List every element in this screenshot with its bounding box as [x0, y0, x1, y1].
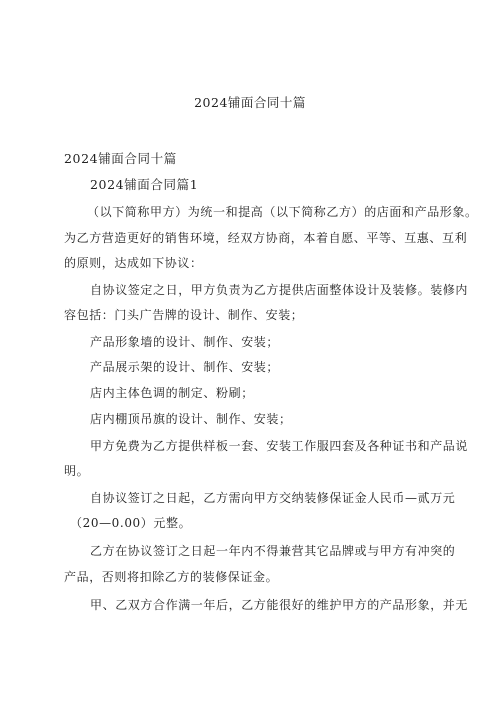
list-item: 产品形象墙的设计、制作、安装； [90, 335, 280, 349]
paragraph-line: 为乙方营造更好的销售环境，经双方协商，本着自愿、平等、互惠、互利 [64, 231, 468, 245]
paragraph-line: （以下简称甲方）为统一和提高（以下简称乙方）的店面和产品形象。 [87, 205, 478, 219]
list-item: 产品展示架的设计、制作、安装； [90, 360, 280, 374]
document-title: 2024铺面合同十篇 [194, 95, 306, 110]
paragraph-line: 甲方免费为乙方提供样板一套、安装工作服四套及各种证书和产品说 [90, 439, 469, 453]
paragraph-line: 产品，否则将扣除乙方的装修保证金。 [64, 570, 279, 584]
paragraph-line: 乙方在协议签订之日起一年内不得兼营其它品牌或与甲方有冲突的 [90, 544, 456, 558]
paragraph-line: 的原则，达成如下协议： [64, 256, 203, 270]
paragraph-line: 甲、乙双方合作满一年后，乙方能很好的维护甲方的产品形象，并无 [90, 598, 469, 612]
section-heading: 2024铺面合同十篇 [64, 151, 177, 166]
paragraph-line: 容包括：门头广告牌的设计、制作、安装； [64, 308, 304, 322]
paragraph-line: 自协议签定之日，甲方负责为乙方提供店面整体设计及装修。装修内 [90, 283, 469, 297]
paragraph-line: 自协议签订之日起，乙方需向甲方交纳装修保证金人民币—贰万元 [90, 491, 456, 505]
paragraph-line: （20—0.00）元整。 [70, 516, 192, 530]
list-item: 店内主体色调的制定、粉刷； [90, 386, 254, 400]
list-item: 店内棚顶吊旗的设计、制作、安装； [90, 412, 292, 426]
paragraph-line: 明。 [64, 464, 90, 478]
contract-subheading: 2024铺面合同篇1 [90, 177, 199, 192]
